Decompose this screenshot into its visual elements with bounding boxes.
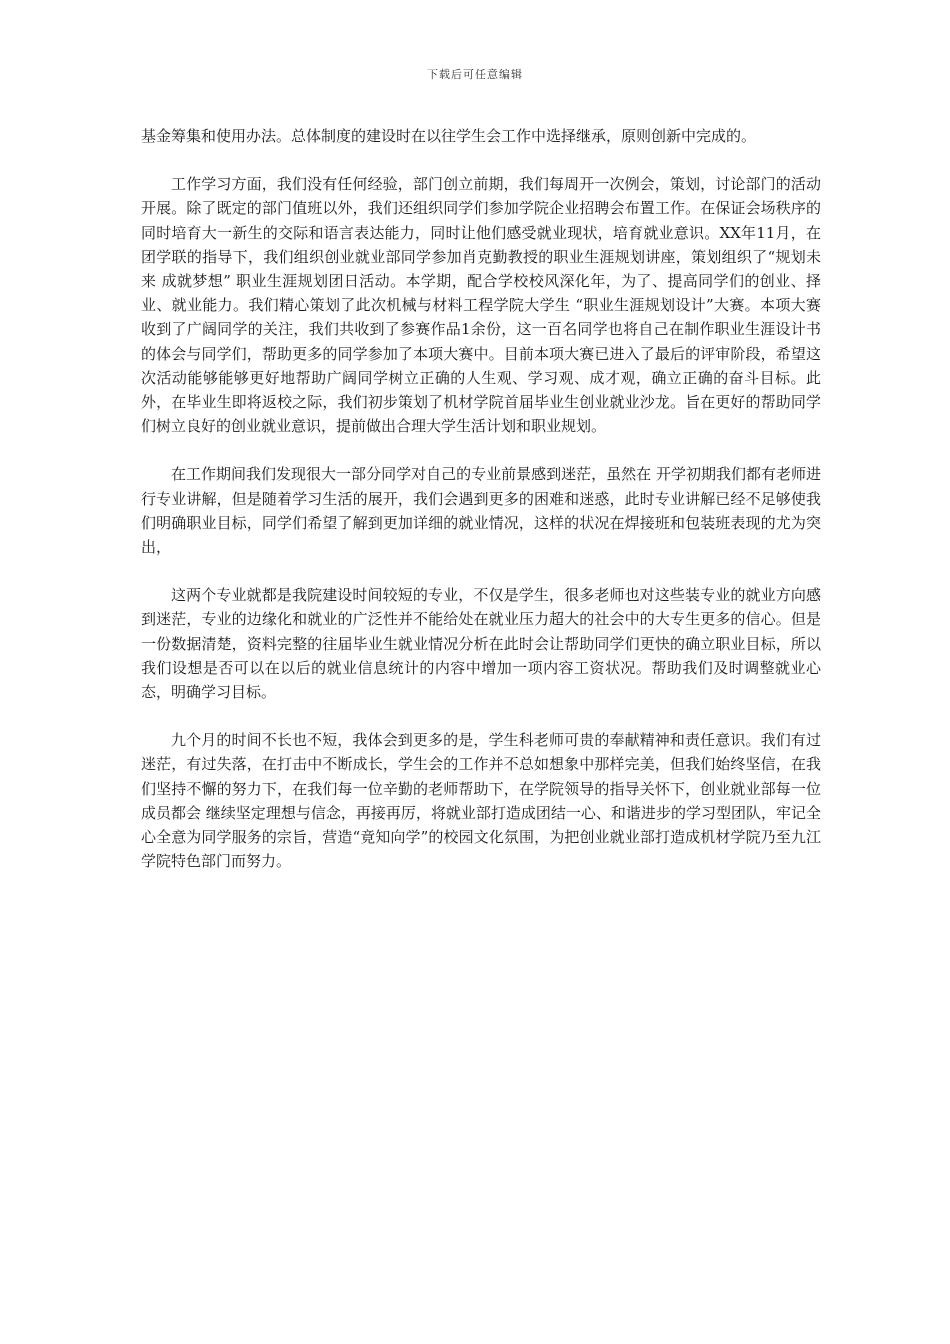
paragraph-1: 基金筹集和使用办法。总体制度的建设时在以往学生会工作中选择继承，原则创新中完成的。 [141, 127, 757, 145]
header-note: 下载后可任意编辑 [427, 68, 523, 81]
paragraph-5: 九个月的时间不长也不短，我体会到更多的是，学生科老师可贵的奉献精神和责任意识。我们有过迷茫，有过失落，在打击中不断成长，学生会的工作并不总如想象中那样完美，但我们始终坚信，在我们坚持不懈的努力下，在我们每一位辛勤的老师帮助下，在学院领导的指导关怀下，创业就业部每一位成员都会 继续坚定理想与信念，再接再厉，将就业部打造成团结一心、和谐进步的学习型团队，牢记全心全意为同学服务的宗旨，营造“竟知向学”的校园文化氛围，为把创业就业部打造成机材学院乃至九江学院特色部门而努力。 [141, 731, 821, 871]
paragraph-4: 这两个专业就都是我院建设时间较短的专业，不仅是学生，很多老师也对这些装专业的就业方向感到迷茫，专业的边缘化和就业的广泛性并不能给处在就业压力超大的社会中的大专生更多的信心。但是一份数据清楚，资料完整的往届毕业生就业情况分析在此时会让帮助同学们更快的确立职业目标，所以我们设想是否可以在以后的就业信息统计的内容中增加一项内容工资状况。帮助我们及时调整就业心态，明确学习目标。 [141, 586, 821, 702]
paragraph-3: 在工作期间我们发现很大一部分同学对自己的专业前景感到迷茫，虽然在 开学初期我们都有老师进行专业讲解，但是随着学习生活的展开，我们会遇到更多的困难和迷惑，此时专业讲解已经不足够使我们明确职业目标，同学们希望了解到更加详细的就业情况，这样的状况在焊接班和包装班表现的尤为突出， [141, 465, 821, 557]
paragraph-2: 工作学习方面，我们没有任何经验，部门创立前期，我们每周开一次例会，策划，讨论部门的活动开展。除了既定的部门值班以外，我们还组织同学们参加学院企业招聘会布置工作。在保证会场秩序的同时培育大一新生的交际和语言表达能力，同时让他们感受就业现状，培育就业意识。XX年11月，在团学联的指导下，我们组织创业就业部同学参加肖克勤教授的职业生涯规划讲座，策划组织了“规划未来 成就梦想” 职业生涯规划团日活动。本学期，配合学校校风深化年，为了、提高同学们的创业、择业、就业能力。我们精心策划了此次机械与材料工程学院大学生 “职业生涯规划设计”大赛。本项大赛收到了广阔同学的关注，我们共收到了参赛作品1余份，这一百名同学也将自己在制作职业生涯设计书的体会与同学们，帮助更多的同学参加了本项大赛中。目前本项大赛已进入了最后的评审阶段，希望这次活动能够能够更好地帮助广阔同学树立正确的人生观、学习观、成才观，确立正确的奋斗目标。此外，在毕业生即将返校之际，我们初步策划了机材学院首届毕业生创业就业沙龙。旨在更好的帮助同学们树立良好的创业就业意识，提前做出合理大学生活计划和职业规划。 [141, 175, 821, 436]
document-body [141, 124, 821, 897]
